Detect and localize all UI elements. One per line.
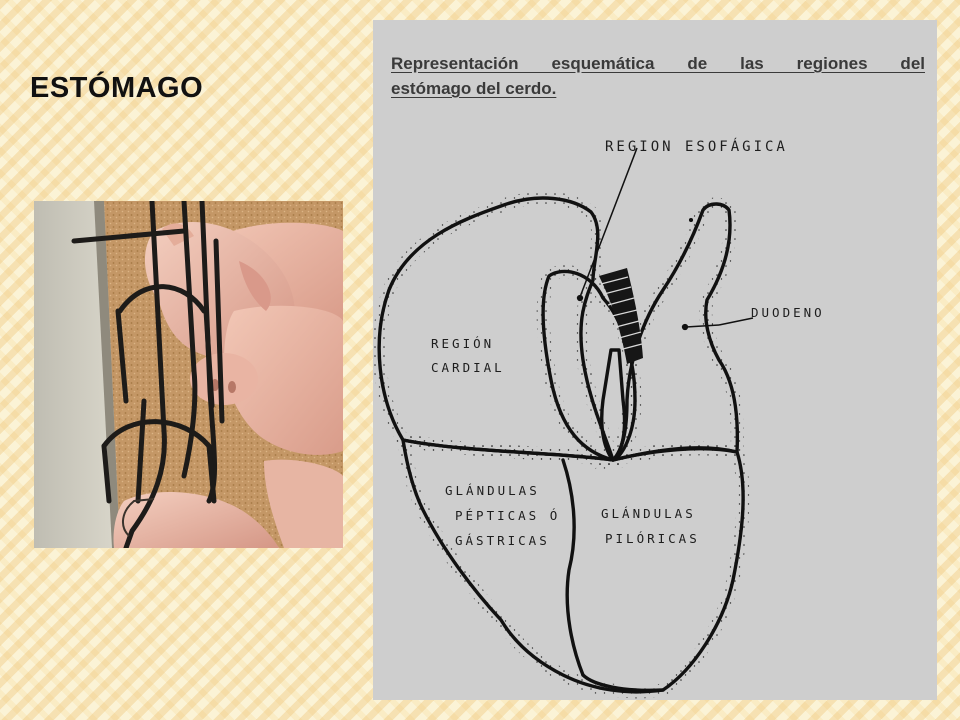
label-glandulas-piloricas-1: GLÁNDULAS	[601, 506, 696, 521]
pig-feeding-photo	[34, 201, 343, 548]
label-region-cardial-1: REGIÓN	[431, 336, 495, 351]
label-region-cardial-2: CARDIAL	[431, 360, 505, 375]
slide-title: ESTÓMAGO	[30, 72, 204, 104]
pig-snout	[190, 353, 258, 405]
label-glandulas-pepticas-2: PÉPTICAS Ó	[455, 508, 561, 523]
label-glandulas-piloricas-2: PILÓRICAS	[605, 531, 700, 546]
label-glandulas-pepticas-1: GLÁNDULAS	[445, 483, 540, 498]
stomach-diagram	[373, 20, 937, 700]
caption-line-1: Representación esquemática de las regiones del	[391, 54, 925, 73]
label-region-esofagica: REGION ESOFÁGICA	[605, 139, 788, 155]
label-duodeno: DUODENO	[751, 305, 825, 320]
stomach-diagram-scan	[373, 20, 937, 700]
label-glandulas-pepticas-3: GÁSTRICAS	[455, 533, 550, 548]
esophagus	[599, 268, 643, 364]
caption-line-2: estómago del cerdo.	[391, 79, 557, 98]
